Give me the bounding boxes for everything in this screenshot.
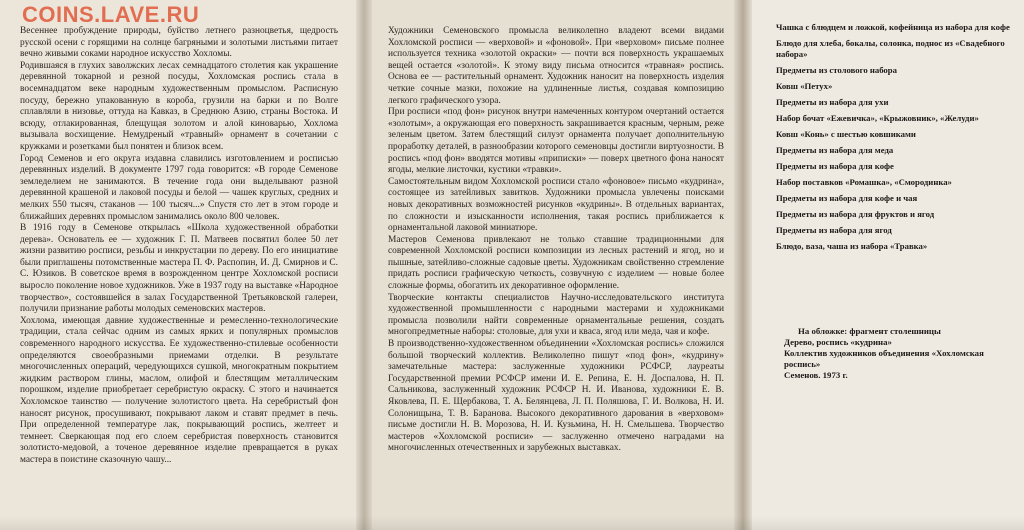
cover-note-line: Коллектив художников объединения «Хохломская роспись» [784, 348, 984, 369]
left-panel [0, 0, 356, 530]
list-item: Предметы из набора для ягод [776, 225, 892, 235]
list-item: Блюдо для хлеба, бокалы, солонка, поднос из «Свадебного набора» [776, 38, 1005, 59]
paragraph: Творческие контакты специалистов Научно-исследовательского института художественной промышленности с народными мастерами и художниками промысла позволили найти современные орнаментальные решения, создать многопредметные наборы: столовые, для ухи и кваса, ягод или меда, чая и кофе. [388, 292, 724, 338]
middle-column-text [388, 26, 724, 455]
fold-divider [734, 0, 752, 530]
list-item: Предметы из набора для ухи [776, 97, 889, 107]
cover-note-line: Семенов. 1973 г. [784, 370, 848, 380]
right-panel [752, 0, 1024, 530]
list-item: Предметы из набора для меда [776, 145, 894, 155]
bottom-shadow [0, 516, 1024, 530]
paragraph: Хохлома, имеющая давние художественные и ремесленно-технологические традиции, стала сейчас одним из самых ярких и популярных промыслов современного народного искусства. Ее художественно-стилевые особенности определяются своеобразными приемами отделки. В результате многочисленных операций, чередующихся сушкой, многократным покрытием жидким раствором глины, маслом, олифой и блестящим металлическим порошком, изделие приобретает серебристую окраску. С этого и начинается Хохломское таинство — получение золотистого цвета. На серебристый фон наносят рисунок, просушивают, покрывают лаком и ставят предмет в печь. При определенной температуре лак, покрывающий роспись, желтеет и темнеет. Сверкающая под его слоем серебристая поверхность становится золотисто-медовой, а точеное деревянное изделие превращается в руках мастера в поистине сказочную чашу... [20, 315, 338, 465]
list-item: Блюдо, ваза, чаша из набора «Травка» [776, 241, 928, 251]
paragraph: Весеннее пробуждение природы, буйство летнего разноцветья, щедрость русской осени с горящими на солнце багряными и золотыми листьями питает вечно живыми соками народное искусство Хохломы. [20, 26, 338, 60]
paragraph: Самостоятельным видом Хохломской росписи стало «фоновое» письмо «кудрина», состоящее из затейливых завитков. Художники промысла увлечены поисками новых декоративных возможностей рисунков «кудрины». В отдельных вариантах, по сложности и изысканности исполнения, такая роспись приближается к орнаментальной лаковой миниатюре. [388, 176, 724, 234]
paragraph: В производственно-художественном объединении «Хохломская роспись» сложился большой творческий коллектив. Великолепно пишут «под фон», «кудрину» замечательные мастера: заслуженные художники РСФСР, лауреаты Государственной премии РСФСР имени И. Е. Репина, Е. Н. Доспалова, Н. П. Сальникова, заслуженный художник РСФСР Н. И. Иванова, художники Е. В. Яковлева, П. Е. Щербакова, Т. А. Белянцева, Л. П. Поляшова, Г. И. Волкова, Н. И. Солонищына, Т. В. Баранова. Высокого декоративного дарования в «верховом» письме достигли Н. В. Морозова, Н. И. Кузьмина, Н. Н. Смельшева. Творчество мастеров «Хохломской росписи» — заслуженно отмечено наградами на многочисленных отечественных и зарубежных выставках. [388, 339, 724, 454]
left-column-text [20, 26, 338, 467]
fold-divider [356, 0, 372, 530]
cover-note [784, 326, 1009, 381]
list-item: Предметы из столового набора [776, 65, 897, 75]
cover-note-line: На обложке: фрагмент столешницы [798, 326, 941, 336]
list-item: Предметы из набора для кофе и чая [776, 193, 918, 203]
list-item: Предметы из набора для фруктов и ягод [776, 209, 935, 219]
paragraph: При росписи «под фон» рисунок внутри намеченных контуром очертаний остается «золотым», а окружающая его поверхность закрашивается красным, черным, реже зеленым цветом. Затем блестящий силуэт орнамента получает дополнительную проработку деталей, в разнообразии которого семеновцы достигли виртуозности. В роспись «под фон» вводятся мотивы «приписки» — поверх цветного фона наносят ягоды, мелкие листочки, кустики «травки». [388, 107, 724, 176]
paragraph: Мастеров Семенова привлекают не только ставшие традиционными для современной Хохломской росписи композиции из лесных растений и ягод, но и пышные, затейливо-сложные садовые цветы. Художникам свойственно стремление придать росписи графическую четкость, созвучную с изделием — новые более сложные формы, обогатить их декоративное оформление. [388, 234, 724, 292]
list-item: Набор бочат «Ежевичка», «Крыжовник», «Желуди» [776, 113, 979, 123]
paragraph: В 1916 году в Семенове открылась «Школа художественной обработки дерева». Основатель ее — художник Г. П. Матвеев посвятил более 50 лет жизни развитию росписи, резьбы и инкрустации по дереву. По его инициативе были приглашены потомственные мастера П. Ф. Распопин, И. Д. Смирнов и С. С. Юзиков. В советское время в возрожденном центре Хохломской росписи выросло поколение новое художников. Уже в 1937 году на выставке «Народное творчество», состоявшейся в залах Государственной Третьяковской галереи, получили признание работы молодых семеновских мастеров. [20, 223, 338, 315]
contents-list [776, 22, 1016, 257]
list-item: Ковш «Конь» с шестью ковшиками [776, 129, 916, 139]
list-item: Набор поставков «Ромашка», «Смородинка» [776, 177, 952, 187]
paragraph: Художники Семеновского промысла великолепно владеют всеми видами Хохломской росписи — «верховой» и «фоновой». При «верховом» письме полнее используется техника «золотой окраски» — почти вся поверхность украшаемых вещей остается «золотой». К этому виду письма относится «травная» роспись. Основа ее — растительный орнамент. Художник наносит на поверхность изделия четкие сочные мазки, похожие на удлиненные листья, создавая композицию легкого графического узора. [388, 26, 724, 106]
watermark-logo: COINS.LAVE.RU [22, 2, 200, 27]
paragraph: Родившаяся в глухих заволжских лесах семнадцатого столетия как украшение деревянной токарной и резной посуды, Хохломская роспись стала в восемнадцатом веке народным художественным промыслом. Расписную посуду, бережно упакованную в короба, грузили на барки и по Волге сплавляли в низовье, оттуда на Кавказ, в Среднюю Азию, страны Востока. И всюду, отлакированная, блещущая золотом и алой киноварью, Хохлома вызывала восхищение. Немудреный «травный» орнамент в сочетании с кружками и розетками был понятен и близок всем. [20, 60, 338, 152]
list-item: Ковш «Петух» [776, 81, 833, 91]
paragraph: Город Семенов и его округа издавна славились изготовлением и росписью деревянных изделий. В документе 1797 года говорится: «В городе Семенове земледелием не занимаются. В течение года они выделывают разной деревянной крашеной и лаковой посуды и белой — чашек круглых, средних и мелких 550 тысяч, стаканов — 100 тысяч...» Спустя сто лет в этом городе и ближайших деревнях промыслом занимались около 800 человек. [20, 153, 338, 222]
list-item: Чашка с блюдцем и ложкой, кофейница из набора для кофе [776, 22, 1010, 32]
middle-panel [372, 0, 734, 530]
cover-note-line: Дерево, роспись «кудрина» [784, 337, 892, 347]
list-item: Предметы из набора для кофе [776, 161, 894, 171]
